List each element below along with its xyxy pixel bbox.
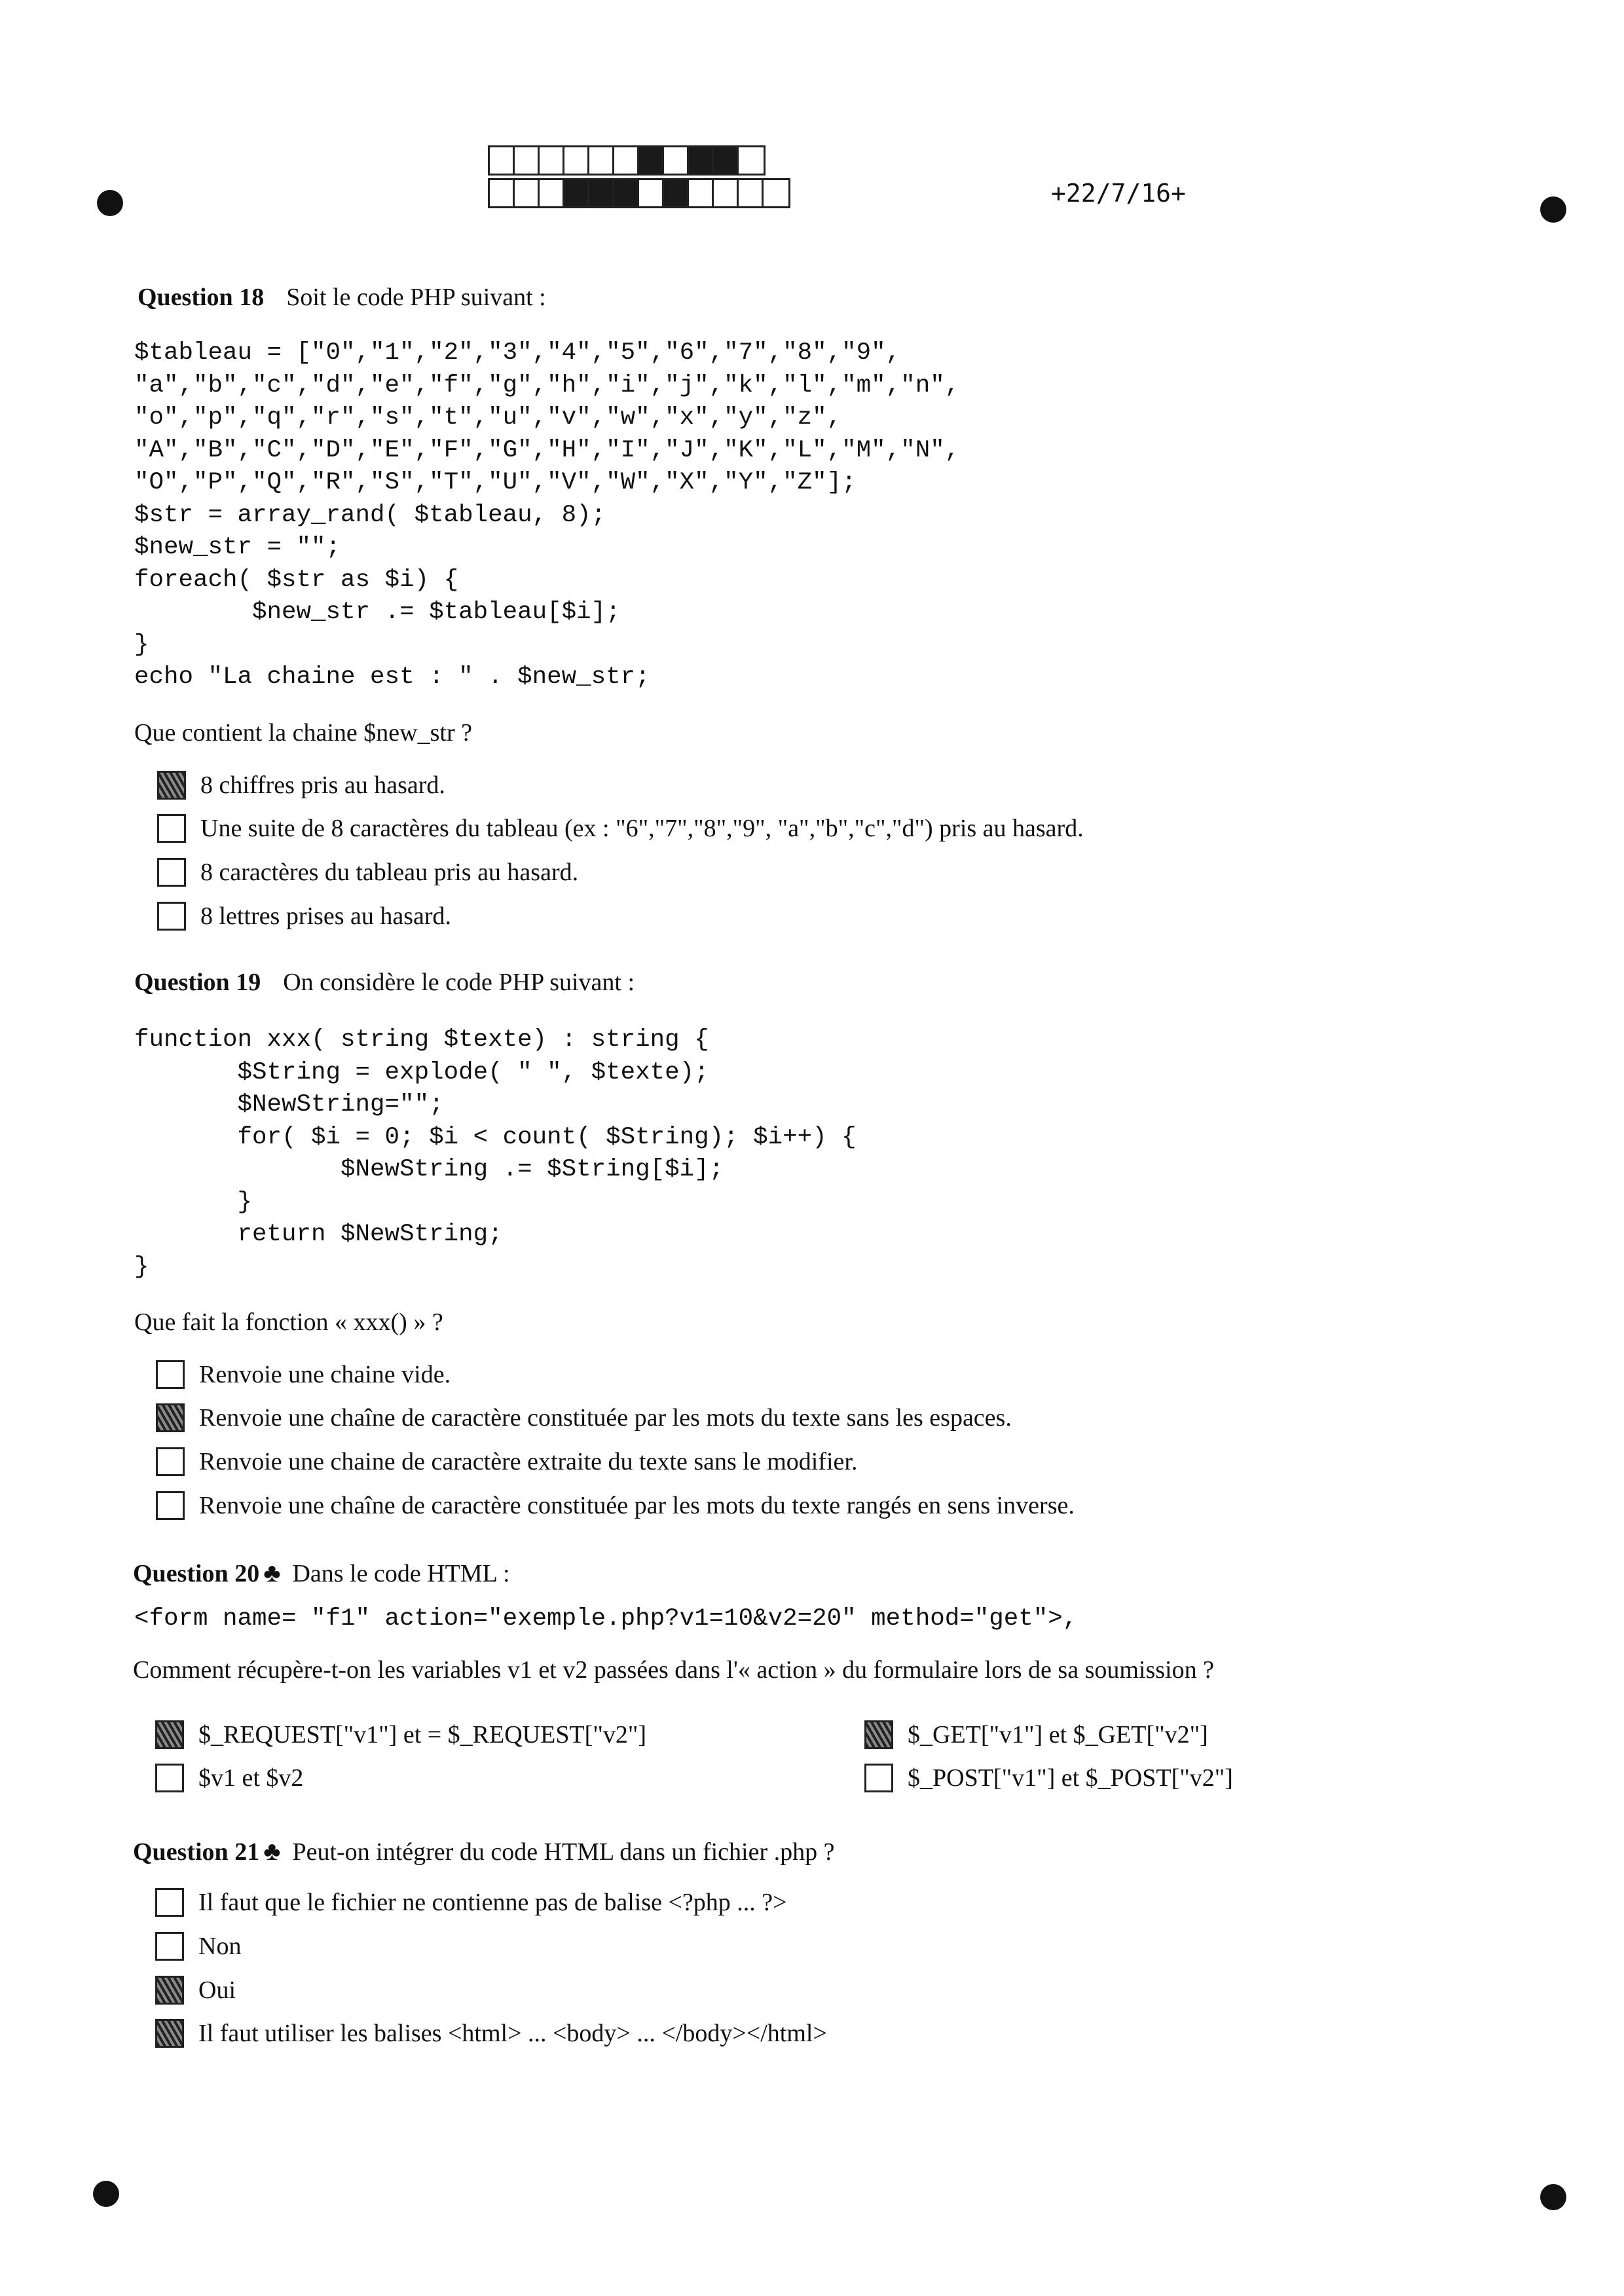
- option-label: $v1 et $v2: [198, 1764, 304, 1792]
- question-intro: Soit le code PHP suivant :: [286, 284, 546, 311]
- checkbox[interactable]: [864, 1764, 893, 1792]
- barcode-cell: [564, 180, 589, 206]
- checkbox[interactable]: [155, 1764, 184, 1792]
- barcode-cell: [540, 180, 564, 206]
- question-label: Question 18: [138, 284, 265, 311]
- question-intro: Peut-on intégrer du code HTML dans un fichier .php ?: [292, 1838, 835, 1866]
- question-20-heading: [133, 1557, 510, 1588]
- barcode-cell: [515, 180, 540, 206]
- barcode-cell: [689, 147, 714, 174]
- barcode-cell: [639, 147, 664, 174]
- answer-option[interactable]: [157, 902, 451, 931]
- answer-option[interactable]: [157, 771, 445, 800]
- checkbox[interactable]: [155, 1932, 184, 1961]
- barcode-cell: [614, 147, 639, 174]
- question-prompt: Comment récupère-t-on les variables v1 et v2 passées dans l'« action » du formulaire lors de sa soumission ?: [133, 1656, 1214, 1684]
- question-prompt: Que contient la chaine $new_str ?: [134, 719, 472, 747]
- barcode-cell: [739, 180, 764, 206]
- question-label: Question 20: [133, 1560, 260, 1587]
- question-18-heading: [138, 283, 546, 312]
- answer-option[interactable]: [155, 1720, 646, 1749]
- barcode-cell: [589, 180, 614, 206]
- checkbox[interactable]: [156, 1403, 185, 1432]
- answer-option[interactable]: [156, 1447, 857, 1476]
- checkbox[interactable]: [864, 1720, 893, 1749]
- barcode-cell: [589, 147, 614, 174]
- checkbox[interactable]: [157, 902, 186, 931]
- answer-option[interactable]: [864, 1720, 1208, 1749]
- barcode-cell: [490, 147, 515, 174]
- option-label: Renvoie une chaîne de caractère constituée par les mots du texte sans les espaces.: [199, 1404, 1012, 1432]
- checkbox[interactable]: [156, 1447, 185, 1476]
- code-block: $tableau = ["0","1","2","3","4","5","6","7","8","9", "a","b","c","d","e","f","g","h","i","j","k","l","m","n", "o","p","q","r","s","t","u","v","w","x","y","z", "A","B","C","D","E","F","G","H","I","J","K","L","M","N", "O","P","Q","R","S","T","U","V","W","X","Y","Z"]; $str = array_rand( $tableau, 8); $new_str = ""; foreach( $str as $i) { $new_str .= $tableau[$i]; } echo "La chaine est : " . $new_str;: [134, 339, 960, 691]
- code-block: function xxx( string $texte) : string { $String = explode( " ", $texte); $NewString=""; for( $i = 0; $i < count( $String); $i++) { $NewString .= $String[$i]; } return $NewString; }: [134, 1026, 857, 1281]
- option-label: 8 chiffres pris au hasard.: [200, 771, 445, 799]
- option-label: Renvoie une chaine de caractère extraite du texte sans le modifier.: [199, 1448, 858, 1475]
- checkbox[interactable]: [156, 1360, 185, 1389]
- club-icon: ♣: [263, 1558, 281, 1587]
- barcode-cell: [564, 147, 589, 174]
- option-label: 8 lettres prises au hasard.: [200, 902, 452, 930]
- answer-option[interactable]: [155, 1888, 787, 1917]
- barcode-cell: [515, 147, 540, 174]
- barcode-cell: [664, 180, 689, 206]
- barcode-top: [488, 145, 766, 176]
- answer-option[interactable]: [155, 1764, 303, 1792]
- barcode-cell: [639, 180, 664, 206]
- barcode-cell: [714, 147, 739, 174]
- answer-option[interactable]: [156, 1360, 451, 1389]
- answer-option[interactable]: [157, 858, 578, 887]
- answer-option[interactable]: [155, 1932, 241, 1961]
- checkbox[interactable]: [157, 858, 186, 887]
- club-icon: ♣: [263, 1836, 281, 1866]
- answer-option[interactable]: [155, 2019, 827, 2048]
- barcode-cell: [739, 147, 764, 174]
- option-label: Renvoie une chaine vide.: [199, 1361, 451, 1388]
- registration-mark-bottom-right: [1540, 2184, 1566, 2210]
- option-label: Il faut utiliser les balises <html> ... <body> ... </body></html>: [198, 2020, 827, 2047]
- checkbox[interactable]: [155, 2019, 184, 2048]
- page-id: +22/7/16+: [1051, 179, 1186, 208]
- question-label: Question 21: [133, 1838, 260, 1866]
- answer-option[interactable]: [157, 814, 1084, 843]
- answer-option[interactable]: [156, 1491, 1075, 1520]
- question-intro: On considère le code PHP suivant :: [283, 969, 635, 996]
- registration-mark-bottom-left: [93, 2181, 119, 2207]
- answer-option[interactable]: [864, 1764, 1233, 1792]
- checkbox[interactable]: [155, 1976, 184, 2005]
- question-19-heading: [134, 968, 635, 997]
- option-label: $_REQUEST["v1"] et = $_REQUEST["v2"]: [198, 1721, 647, 1749]
- option-label: Il faut que le fichier ne contienne pas de balise <?php ... ?>: [198, 1889, 787, 1916]
- barcode-cell: [540, 147, 564, 174]
- option-label: 8 caractères du tableau pris au hasard.: [200, 859, 579, 886]
- option-label: Oui: [198, 1976, 236, 2004]
- option-label: Non: [198, 1933, 242, 1960]
- question-label: Question 19: [134, 969, 261, 996]
- answer-option[interactable]: [156, 1403, 1012, 1432]
- barcode-cell: [764, 180, 788, 206]
- option-label: Renvoie une chaîne de caractère constituée par les mots du texte rangés en sens inverse.: [199, 1492, 1075, 1519]
- barcode-cell: [490, 180, 515, 206]
- question-prompt: Que fait la fonction « xxx() » ?: [134, 1308, 443, 1336]
- answer-option[interactable]: [155, 1976, 236, 2005]
- option-label: $_POST["v1"] et $_POST["v2"]: [908, 1764, 1233, 1792]
- barcode-cell: [614, 180, 639, 206]
- barcode-cell: [714, 180, 739, 206]
- registration-mark-top-left: [97, 190, 123, 216]
- barcode-cell: [664, 147, 689, 174]
- option-label: $_GET["v1"] et $_GET["v2"]: [908, 1721, 1208, 1749]
- question-intro: Dans le code HTML :: [292, 1560, 510, 1587]
- registration-mark-top-right: [1540, 196, 1566, 223]
- option-label: Une suite de 8 caractères du tableau (ex : "6","7","8","9", "a","b","c","d") pris au hasard.: [200, 815, 1084, 842]
- code-block: <form name= "f1" action="exemple.php?v1=10&v2=20" method="get">,: [134, 1605, 1078, 1633]
- checkbox[interactable]: [155, 1720, 184, 1749]
- question-21-heading: [133, 1836, 834, 1866]
- barcode-bottom: [488, 178, 790, 208]
- barcode-cell: [689, 180, 714, 206]
- checkbox[interactable]: [156, 1491, 185, 1520]
- checkbox[interactable]: [155, 1888, 184, 1917]
- checkbox[interactable]: [157, 771, 186, 800]
- checkbox[interactable]: [157, 814, 186, 843]
